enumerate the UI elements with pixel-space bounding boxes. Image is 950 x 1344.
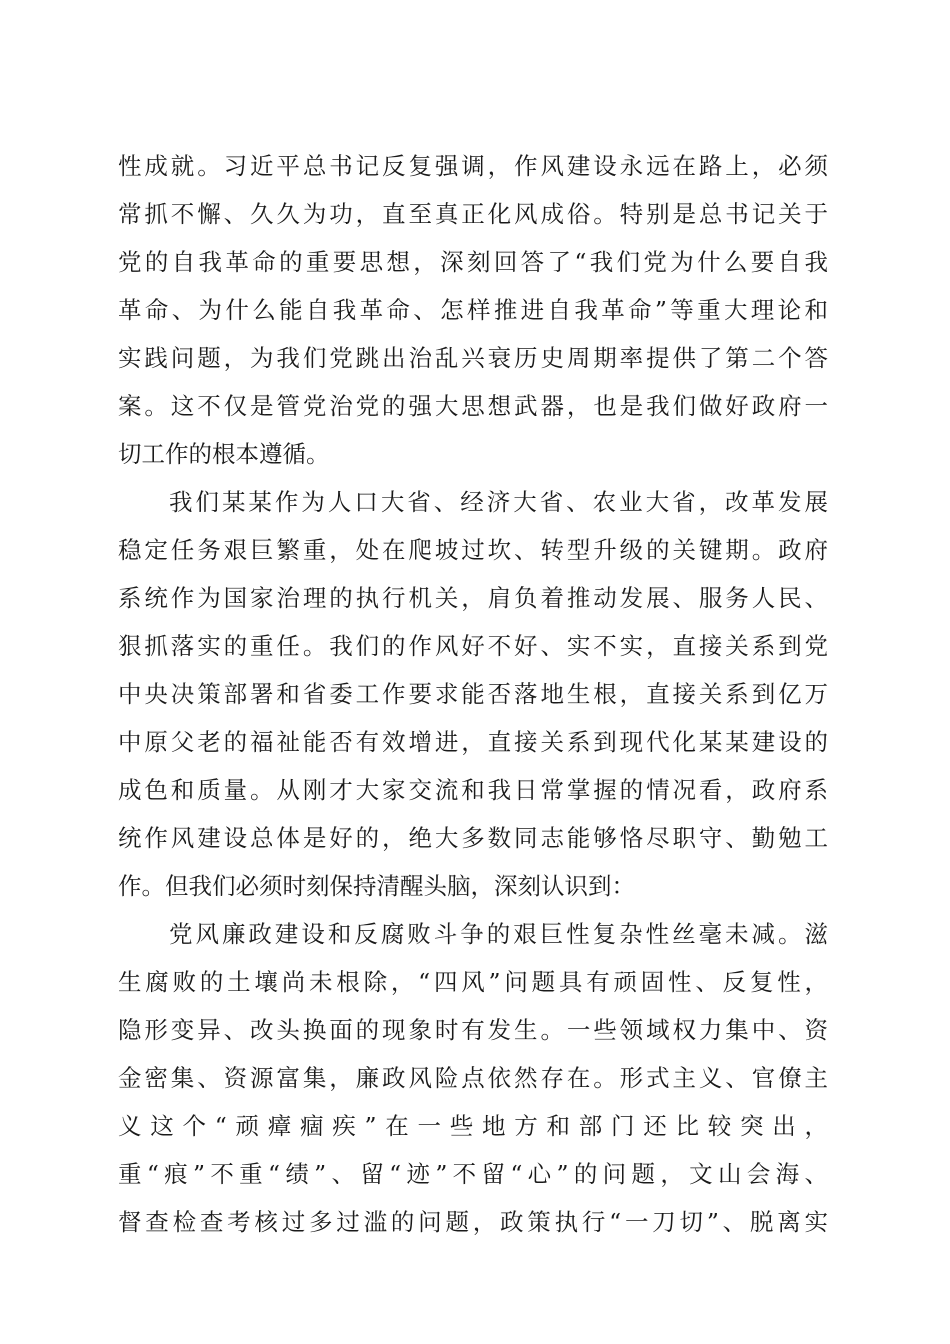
text-line: 性成就。习近平总书记反复强调，作风建设永远在路上，必须 [118, 152, 828, 180]
text-line: 成色和质量。从刚才大家交流和我日常掌握的情况看，政府系 [118, 776, 828, 804]
text-line: 隐形变异、改头换面的现象时有发生。一些领域权力集中、资 [118, 1016, 828, 1044]
text-line: 系统作为国家治理的执行机关，肩负着推动发展、服务人民、 [118, 584, 828, 612]
text-line: 党风廉政建设和反腐败斗争的艰巨性复杂性丝毫未减。滋 [169, 920, 828, 948]
text-line: 狠抓落实的重任。我们的作风好不好、实不实，直接关系到党 [118, 632, 828, 660]
text-line: 重“痕”不重“绩”、留“迹”不留“心”的问题，文山会海、 [118, 1160, 828, 1188]
paragraph [118, 478, 828, 910]
text-line: 金密集、资源富集，廉政风险点依然存在。形式主义、官僚主 [118, 1064, 828, 1092]
text-line: 作。但我们必须时刻保持清醒头脑，深刻认识到： [118, 872, 635, 900]
paragraph [118, 142, 828, 478]
text-line: 中央决策部署和省委工作要求能否落地生根，直接关系到亿万 [118, 680, 828, 708]
text-line: 中原父老的福祉能否有效增进，直接关系到现代化某某建设的 [118, 728, 828, 756]
text-line: 义这个“顽瘴痼疾”在一些地方和部门还比较突出， [118, 1112, 828, 1140]
text-line: 督查检查考核过多过滥的问题，政策执行“一刀切”、脱离实 [118, 1208, 828, 1236]
body-text [118, 142, 828, 1246]
text-line: 实践问题，为我们党跳出治乱兴衰历史周期率提供了第二个答 [118, 344, 828, 372]
text-line: 切工作的根本遵循。 [118, 440, 330, 468]
text-line: 案。这不仅是管党治党的强大思想武器，也是我们做好政府一 [118, 392, 828, 420]
text-line: 党的自我革命的重要思想，深刻回答了“我们党为什么要自我 [118, 248, 828, 276]
text-line: 常抓不懈、久久为功，直至真正化风成俗。特别是总书记关于 [118, 200, 828, 228]
text-line: 革命、为什么能自我革命、怎样推进自我革命”等重大理论和 [118, 296, 828, 324]
text-line: 我们某某作为人口大省、经济大省、农业大省，改革发展 [169, 488, 828, 516]
paragraph [118, 910, 828, 1246]
text-line: 生腐败的土壤尚未根除，“四风”问题具有顽固性、反复性， [118, 968, 828, 996]
text-line: 统作风建设总体是好的，绝大多数同志能够恪尽职守、勤勉工 [118, 824, 828, 852]
text-line: 稳定任务艰巨繁重，处在爬坡过坎、转型升级的关键期。政府 [118, 536, 828, 564]
